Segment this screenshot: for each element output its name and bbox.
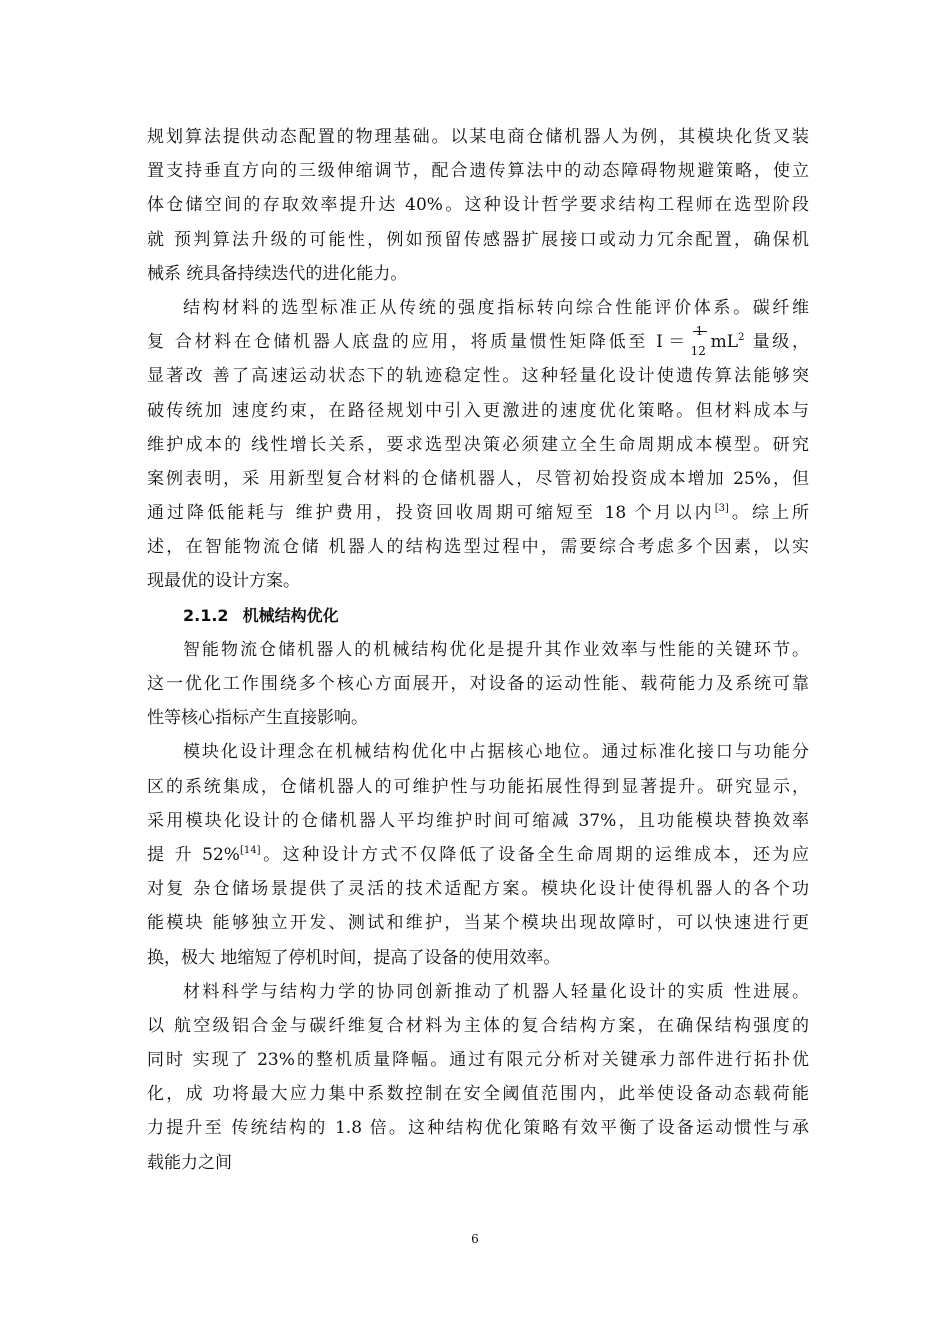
text-line: 采用模块化设计的仓储机器人平均维护时间可缩减 37%，且功能模块替换效率: [147, 810, 809, 831]
text-line: 力提升至 传统结构的 1.8 倍。这种结构优化策略有效平衡了设备运动惯性与承: [147, 1118, 809, 1139]
text-line: 显著改 善了高速运动状态下的轨迹稳定性。这种轻量化设计使遗传算法能够突: [147, 366, 809, 387]
text-line: 对复 杂仓储场景提供了灵活的技术适配方案。模块化设计使得机器人的各个功: [147, 879, 809, 900]
text-line: 规划算法提供动态配置的物理基础。以某电商仓储机器人为例，其模块化货叉装: [147, 127, 809, 147]
text-line: 破传统加 速度约束，在路径规划中引入更激进的速度优化策略。但材料成本与: [147, 400, 809, 421]
formula-rhs: mL: [710, 332, 739, 353]
text-line: 以 航空级铝合金与碳纤维复合材料为主体的复合结构方案，在确保结构强度的: [147, 1015, 809, 1036]
text-line: 案例表明，采 用新型复合材料的仓储机器人，尽管初始投资成本增加 25%，但: [147, 468, 809, 489]
text-line: 现最优的设计方案。: [147, 571, 300, 592]
text-line: 维护成本的 线性增长关系，要求选型决策必须建立全生命周期成本模型。研究: [147, 434, 809, 455]
section-number: 2.1.2: [183, 605, 229, 625]
text-line: 述，在智能物流仓储 机器人的结构选型过程中，需要综合考虑多个因素，以实: [147, 537, 809, 558]
text-line: 载能力之间: [147, 1152, 232, 1173]
text-line: 性等核心指标产生直接影响。: [147, 708, 368, 729]
text-line-part: 提 升 52%: [147, 844, 240, 865]
text-line: 置支持垂直方向的三级伸缩调节，配合遗传算法中的动态障碍物规避策略，使立: [147, 161, 809, 182]
text-line: 材料科学与结构力学的协同创新推动了机器人轻量化设计的实质 性进展。: [183, 981, 809, 1002]
text-line: 能模块 能够独立开发、测试和维护，当某个模块出现故障时，可以快速进行更: [147, 913, 809, 934]
text-line: 械系 统具备持续迭代的进化能力。: [147, 263, 408, 284]
section-title: 机械结构优化: [242, 605, 339, 625]
text-line: 智能物流仓储机器人的机械结构优化是提升其作业效率与性能的关键环节。: [183, 639, 809, 660]
body-text: [147, 120, 809, 1180]
text-line: 区的系统集成，仓储机器人的可维护性与功能拓展性得到显著提升。研究显示，: [147, 776, 809, 797]
citation: [14]: [239, 844, 261, 856]
formula-line: [147, 325, 809, 359]
formula-lhs: I ＝: [656, 332, 686, 353]
fraction-bar: [693, 331, 707, 332]
text-line: 就 预判算法升级的可能性，例如预留传感器扩展接口或动力冗余配置，确保机: [147, 229, 809, 250]
formula-fraction: [690, 337, 711, 359]
text-line: 模块化设计理念在机械结构优化中占据核心地位。通过标准化接口与功能分: [183, 742, 809, 763]
page-number: 6: [471, 1232, 479, 1246]
formula-line-tail: 量级，: [752, 332, 810, 353]
text-line-part: 。这种设计方式不仅降低了设备全生命周期的运维成本，还为应: [260, 844, 809, 865]
citation: [3]: [714, 503, 729, 515]
text-line: 换，极大 地缩短了停机时间，提高了设备的使用效率。: [147, 947, 561, 968]
text-line: 化，成 功将最大应力集中系数控制在安全阈值范围内，此举使设备动态载荷能: [147, 1084, 809, 1105]
text-line-part: 。综上所: [728, 503, 810, 524]
text-line: 同时 实现了 23%的整机质量降幅。通过有限元分析对关键承力部件进行拓扑优: [147, 1050, 809, 1071]
fraction-denominator: 12: [690, 344, 706, 359]
formula-exponent: 2: [738, 332, 745, 344]
text-line: [147, 496, 809, 530]
text-line: [147, 838, 809, 872]
text-line: 这一优化工作围绕多个核心方面展开，对设备的运动性能、载荷能力及系统可靠: [147, 674, 809, 694]
inertia-formula: [656, 325, 744, 359]
text-line: 体仓储空间的存取效率提升达 40%。这种设计哲学要求结构工程师在选型阶段: [147, 195, 809, 216]
formula-line-text: 复 合材料在仓储机器人底盘的应用，将质量惯性矩降低至: [147, 332, 648, 353]
section-heading: [147, 599, 809, 633]
text-line: 结构材料的选型标准正从传统的强度指标转向综合性能评价体系。碳纤维: [183, 297, 809, 318]
text-line-part: 通过降低能耗与 维护费用，投资回收周期可缩短至 18 个月以内: [147, 503, 715, 524]
